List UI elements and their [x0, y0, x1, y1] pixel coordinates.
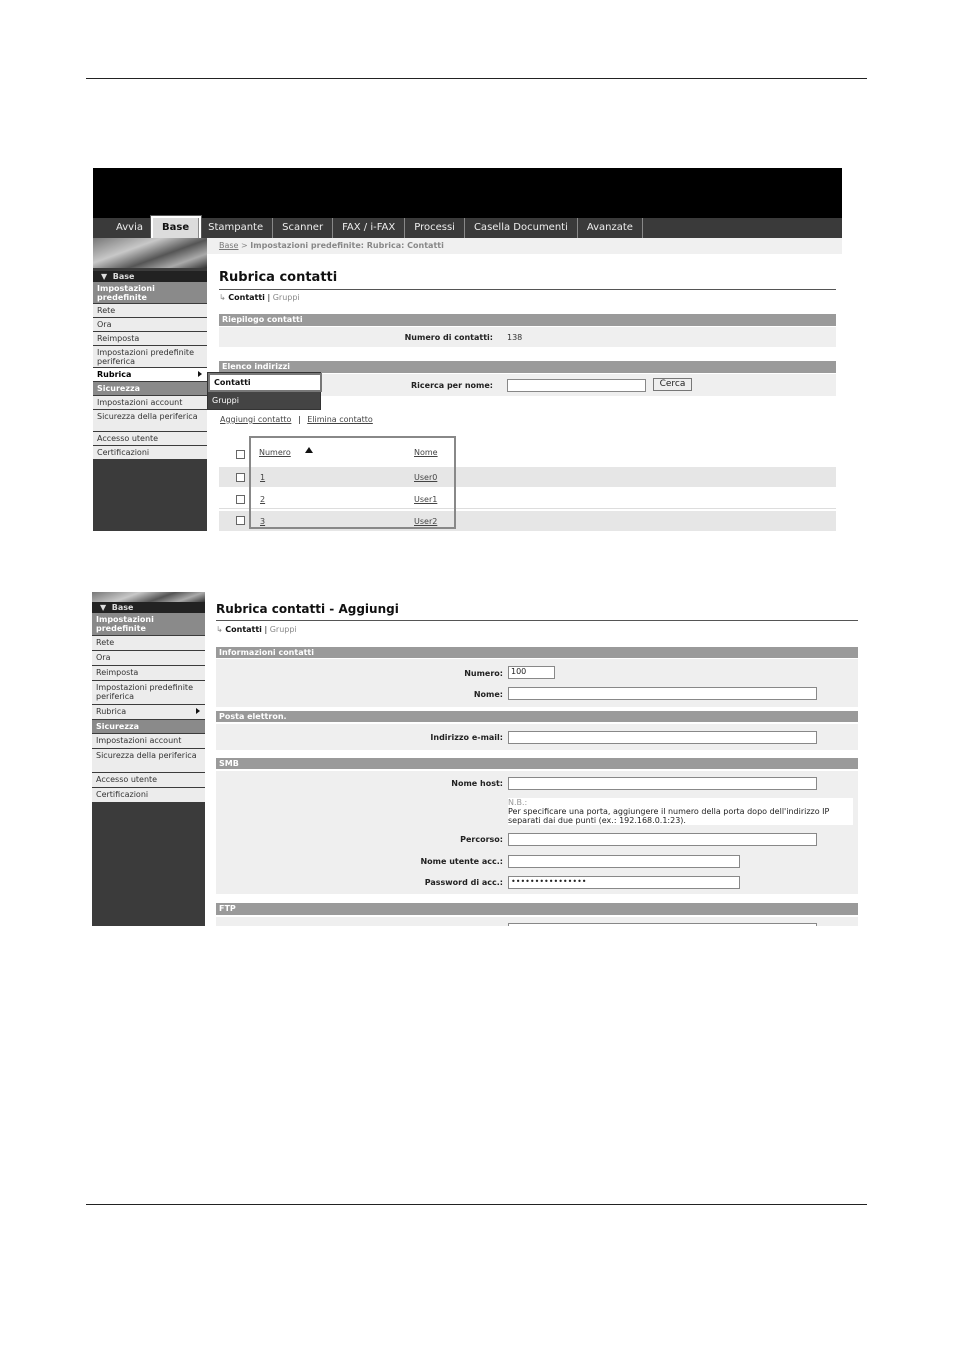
- subnav-gruppi[interactable]: Gruppi: [272, 293, 300, 302]
- sidebar-head[interactable]: ▼ Base: [93, 271, 207, 282]
- return-arrow-icon: ↳: [216, 625, 223, 634]
- triangle-down-icon: ▼: [100, 603, 107, 612]
- section-email: Posta elettron.: [216, 711, 858, 722]
- subnav-contatti[interactable]: Contatti: [228, 293, 265, 302]
- sidebar-category-defaults[interactable]: Impostazioni predefinite: [92, 613, 205, 636]
- rubrica-submenu: [207, 372, 321, 410]
- host-label: Nome host:: [451, 779, 503, 788]
- sidebar-category-security[interactable]: Sicurezza: [92, 720, 205, 734]
- column-header-nome[interactable]: Nome: [414, 448, 438, 457]
- sidebar: [92, 592, 205, 926]
- sidebar-head[interactable]: ▼ Base: [92, 602, 205, 613]
- search-button[interactable]: Cerca: [653, 378, 692, 391]
- page-title: Rubrica contatti - Aggiungi: [216, 602, 399, 616]
- row-checkbox[interactable]: [236, 516, 245, 525]
- sidebar-item-ora[interactable]: Ora: [93, 318, 207, 332]
- sidebar-item-user-access[interactable]: Accesso utente: [92, 773, 205, 788]
- submenu-item-contatti[interactable]: Contatti: [210, 375, 320, 390]
- row-number-link[interactable]: 3: [260, 517, 266, 526]
- email-input[interactable]: [508, 731, 817, 744]
- sidebar-item-account-settings[interactable]: Impostazioni account: [93, 396, 207, 410]
- user-input[interactable]: [508, 855, 740, 868]
- return-arrow-icon: ↳: [219, 293, 226, 302]
- contact-count-value: 138: [507, 333, 523, 342]
- submenu-arrow-icon: [198, 371, 202, 377]
- section-summary: Riepilogo contatti: [219, 314, 836, 326]
- nome-label: Nome:: [473, 690, 503, 699]
- subnav: ↳ Contatti | Gruppi: [219, 293, 300, 302]
- tab-casella-documenti[interactable]: Casella Documenti: [465, 218, 578, 238]
- screenshot-contacts-list: [93, 168, 842, 531]
- sidebar-item-reimposta[interactable]: Reimposta: [92, 666, 205, 681]
- host-input[interactable]: [508, 777, 817, 790]
- triangle-down-icon: ▼: [101, 272, 108, 281]
- row-name-link[interactable]: User2: [414, 517, 438, 526]
- sidebar-item-device-defaults[interactable]: Impostazioni predefinite periferica: [93, 346, 207, 368]
- numero-label: Numero:: [464, 669, 503, 678]
- email-block: [216, 724, 858, 750]
- submenu-arrow-icon: [196, 708, 200, 714]
- sidebar-item-device-security[interactable]: Sicurezza della periferica: [92, 749, 205, 773]
- title-divider: [219, 289, 836, 290]
- sidebar-item-device-defaults[interactable]: Impostazioni predefinite periferica: [92, 681, 205, 705]
- note-text: Per specificare una porta, aggiungere il numero della porta dopo dell'indirizzo IP separati dai due punti (ex.: 192.168.0.1:23).: [508, 807, 830, 825]
- section-ftp: FTP: [216, 903, 858, 915]
- breadcrumb: Base > Impostazioni predefinite: Rubrica: Contatti: [207, 238, 842, 254]
- sidebar-photo: [93, 238, 207, 268]
- sidebar-item-certificates[interactable]: Certificazioni: [92, 788, 205, 803]
- row-name-link[interactable]: User0: [414, 473, 438, 482]
- sidebar-item-rete[interactable]: Rete: [92, 636, 205, 651]
- tab-avvia[interactable]: Avvia: [107, 218, 153, 238]
- contact-count-row: [219, 327, 836, 347]
- tab-base[interactable]: Base: [153, 218, 199, 238]
- contact-info-block: [216, 659, 858, 707]
- email-label: Indirizzo e-mail:: [430, 733, 503, 742]
- title-divider: [216, 620, 858, 621]
- contact-count-label: Numero di contatti:: [404, 333, 493, 342]
- sidebar-item-rete[interactable]: Rete: [93, 304, 207, 318]
- subnav-contatti[interactable]: Contatti: [225, 625, 262, 634]
- path-label: Percorso:: [460, 835, 503, 844]
- note-label: N.B.:: [508, 798, 528, 807]
- highlight-columns-box: [249, 436, 456, 529]
- nome-input[interactable]: [508, 687, 817, 700]
- sidebar-item-rubrica[interactable]: Rubrica: [93, 368, 207, 382]
- subnav: ↳ Contatti | Gruppi: [216, 625, 297, 634]
- sidebar-item-device-security[interactable]: Sicurezza della periferica: [93, 410, 207, 432]
- page-title: Rubrica contatti: [219, 270, 338, 285]
- tab-fax-i-fax[interactable]: FAX / i-FAX: [333, 218, 405, 238]
- sidebar-category-security[interactable]: Sicurezza: [93, 382, 207, 396]
- sidebar-item-account-settings[interactable]: Impostazioni account: [92, 734, 205, 749]
- add-contact-link[interactable]: Aggiungi contatto: [220, 415, 292, 424]
- row-checkbox[interactable]: [236, 473, 245, 482]
- section-smb: SMB: [216, 758, 858, 769]
- sidebar-item-ora[interactable]: Ora: [92, 651, 205, 666]
- breadcrumb-current: Impostazioni predefinite: Rubrica: Contatti: [250, 241, 444, 250]
- port-note: [508, 798, 853, 825]
- sidebar-item-reimposta[interactable]: Reimposta: [93, 332, 207, 346]
- smb-block: [216, 771, 858, 894]
- row-number-link[interactable]: 2: [260, 495, 266, 504]
- user-label: Nome utente acc.:: [420, 857, 503, 866]
- submenu-item-gruppi[interactable]: Gruppi: [212, 396, 239, 405]
- row-name-link[interactable]: User1: [414, 495, 438, 504]
- main-tab-bar: [93, 218, 842, 238]
- path-input[interactable]: [508, 833, 817, 846]
- sidebar-item-rubrica[interactable]: Rubrica: [92, 705, 205, 720]
- select-all-checkbox[interactable]: [236, 450, 245, 459]
- sidebar-category-defaults[interactable]: Impostazioni predefinite: [93, 282, 207, 304]
- password-label: Password di acc.:: [424, 878, 503, 887]
- section-address-list: Elenco indirizzi: [219, 361, 836, 373]
- tab-processi[interactable]: Processi: [405, 218, 465, 238]
- column-header-numero[interactable]: Numero: [259, 448, 291, 457]
- search-label: Ricerca per nome:: [411, 381, 493, 390]
- delete-contact-link[interactable]: Elimina contatto: [307, 415, 373, 424]
- app-header: [93, 168, 842, 218]
- password-input[interactable]: ••••••••••••••••: [508, 876, 740, 889]
- row-number-link[interactable]: 1: [260, 473, 266, 482]
- header-rule: [86, 78, 867, 79]
- row-checkbox[interactable]: [236, 495, 245, 504]
- breadcrumb-link-base[interactable]: Base: [219, 241, 239, 250]
- sidebar-item-user-access[interactable]: Accesso utente: [93, 432, 207, 446]
- contact-actions: Aggiungi contatto | Elimina contatto: [220, 415, 373, 424]
- screenshot-add-contact: [92, 592, 860, 926]
- tab-scanner[interactable]: Scanner: [273, 218, 333, 238]
- tab-stampante[interactable]: Stampante: [199, 218, 273, 238]
- ftp-block: [216, 917, 858, 926]
- sidebar: [93, 238, 207, 531]
- tab-avanzate[interactable]: Avanzate: [578, 218, 643, 238]
- search-input[interactable]: [507, 379, 646, 392]
- sidebar-item-certificates[interactable]: Certificazioni: [93, 446, 207, 460]
- footer-rule: [86, 1204, 867, 1205]
- section-contact-info: Informazioni contatti: [216, 647, 858, 658]
- numero-input[interactable]: 100: [508, 666, 555, 679]
- ftp-host-input[interactable]: [508, 923, 817, 926]
- subnav-gruppi[interactable]: Gruppi: [269, 625, 297, 634]
- sidebar-photo: [92, 592, 205, 602]
